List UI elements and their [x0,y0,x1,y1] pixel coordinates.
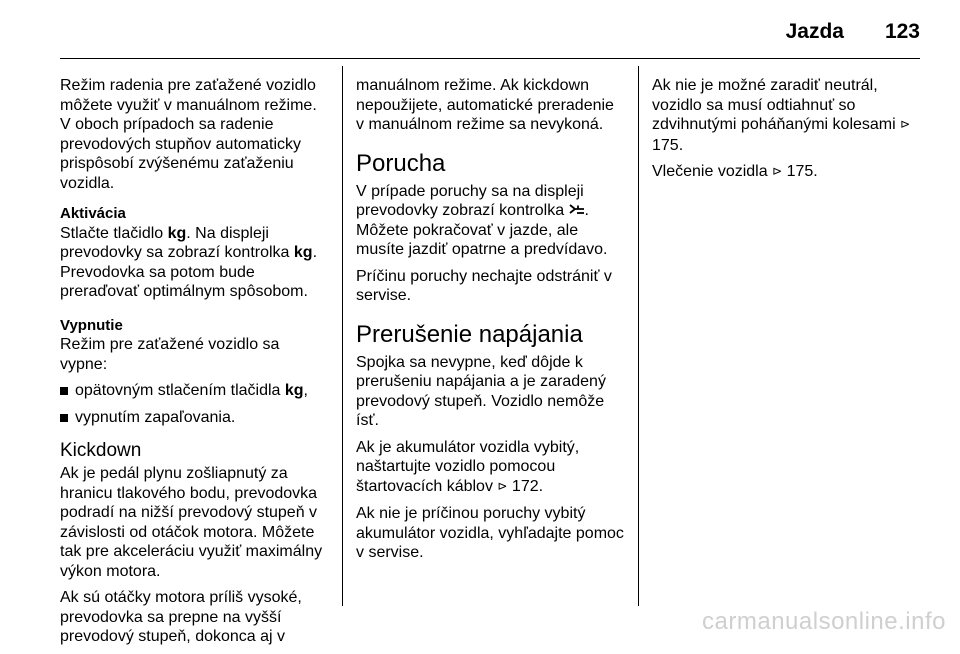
text-run: . Prevodovka sa potom bude preraďovať optimálnym spôsobom. [60,244,318,300]
bullet-icon [60,387,68,395]
page-reference[interactable]: 172 [511,477,539,495]
power-heading: Prerušenie napájania [356,320,583,348]
text-run: Ak nie je možné zaradiť neutrál, vozidlo sa musí odtiahnuť so zdvihnutými poháňanými kolesami [652,77,901,133]
text-run: . Môžete pokračovať v jazde, ale musíte jazdiť opatrne a predvídavo. [356,202,608,258]
kg-indicator-label: kg [293,244,313,261]
column-3 [652,76,920,190]
text-run: . [813,163,818,180]
list-item-text: vypnutím zapaľovania. [75,408,236,426]
activation-heading: Aktivácia [60,205,126,222]
off-paragraph: Režim pre zaťažené vozidlo sa vypne: [60,336,280,373]
bullet-icon [60,414,68,422]
page-reference-icon[interactable]: ⊳ [497,478,508,493]
text-run: opätovným stlačením tlačidla [75,382,285,399]
text-run: Vlečenie vozidla [652,163,773,180]
page-header [0,0,960,62]
kickdown-heading: Kickdown [60,440,142,461]
text-run: . [678,136,684,154]
fault-paragraph-2: Príčinu poruchy nechajte odstrániť v servise. [356,267,612,304]
power-paragraph-2 [356,438,624,498]
column-divider-1 [342,66,343,606]
off-heading: Vypnutie [60,316,123,334]
kg-button-label: kg [284,382,304,399]
page-reference-icon[interactable]: ⊳ [900,117,911,131]
page-reference[interactable]: 175 [652,136,679,154]
fault-paragraph-1 [356,182,624,260]
column-1 [60,76,328,654]
text-run: V prípade poruchy sa na displeji prevodovky zobrazí kontrolka [356,182,584,219]
power-paragraph-1: Spojka sa nevypne, keď dôjde k prerušeniu napájania a je zaradený prevodový stupeň. Vozidlo nemôže ísť. [356,353,606,429]
kickdown-paragraph-2: Ak sú otáčky motora príliš vysoké, prevodovka sa prepne na vyšší prevodový stupeň, dokonca aj v [60,589,302,645]
text-run: , [303,382,308,399]
towing-paragraph-1 [652,76,920,155]
page-number: 123 [884,20,920,43]
page-reference-icon[interactable]: ⊳ [772,164,783,178]
kickdown-paragraph-1: Ak je pedál plynu zošliapnutý za hranicu tlakového bodu, prevodovka podradí na nižší prevodový stupeň v závislosti od otáčok motora. Môžete tak pre akceleráciu využiť maximálny výkon motora. [60,465,323,580]
text-run: . [538,477,544,495]
section-title: Jazda [785,20,844,43]
activation-paragraph [60,224,328,302]
transmission-warning-icon [569,203,585,216]
text-run: Ak je akumulátor vozidla vybitý, naštartujte vozidlo pomocou štartovacích káblov [356,438,580,495]
text-run: . Na displeji prevodovky sa zobrazí kontrolka [60,224,294,261]
text-run: Stlačte tlačidlo [60,224,168,242]
page-reference[interactable]: 175 [786,163,814,180]
kg-button-label: kg [167,224,187,242]
towing-paragraph-2 [652,162,920,183]
header-divider [60,58,920,59]
column-2 [356,76,624,570]
list-item [60,408,328,428]
intro-paragraph: Režim radenia pre zaťažené vozidlo môžete využiť v manuálnom režime. V oboch prípadoch sa radenie prevodových stupňov automaticky prispôsobí zvýšenému zaťaženiu vozidla. [60,77,317,192]
power-paragraph-3: Ak nie je príčinou poruchy vybitý akumulátor vozidla, vyhľadajte pomoc v servise. [356,505,624,561]
column-divider-2 [638,66,639,606]
list-item [60,381,328,401]
continued-paragraph: manuálnom režime. Ak kickdown nepoužijete, automatické preradenie v manuálnom režime sa nevykoná. [356,77,614,133]
watermark: carmanualsonline.info [702,608,946,635]
fault-heading: Porucha [356,149,446,177]
list-item-text [75,381,308,401]
